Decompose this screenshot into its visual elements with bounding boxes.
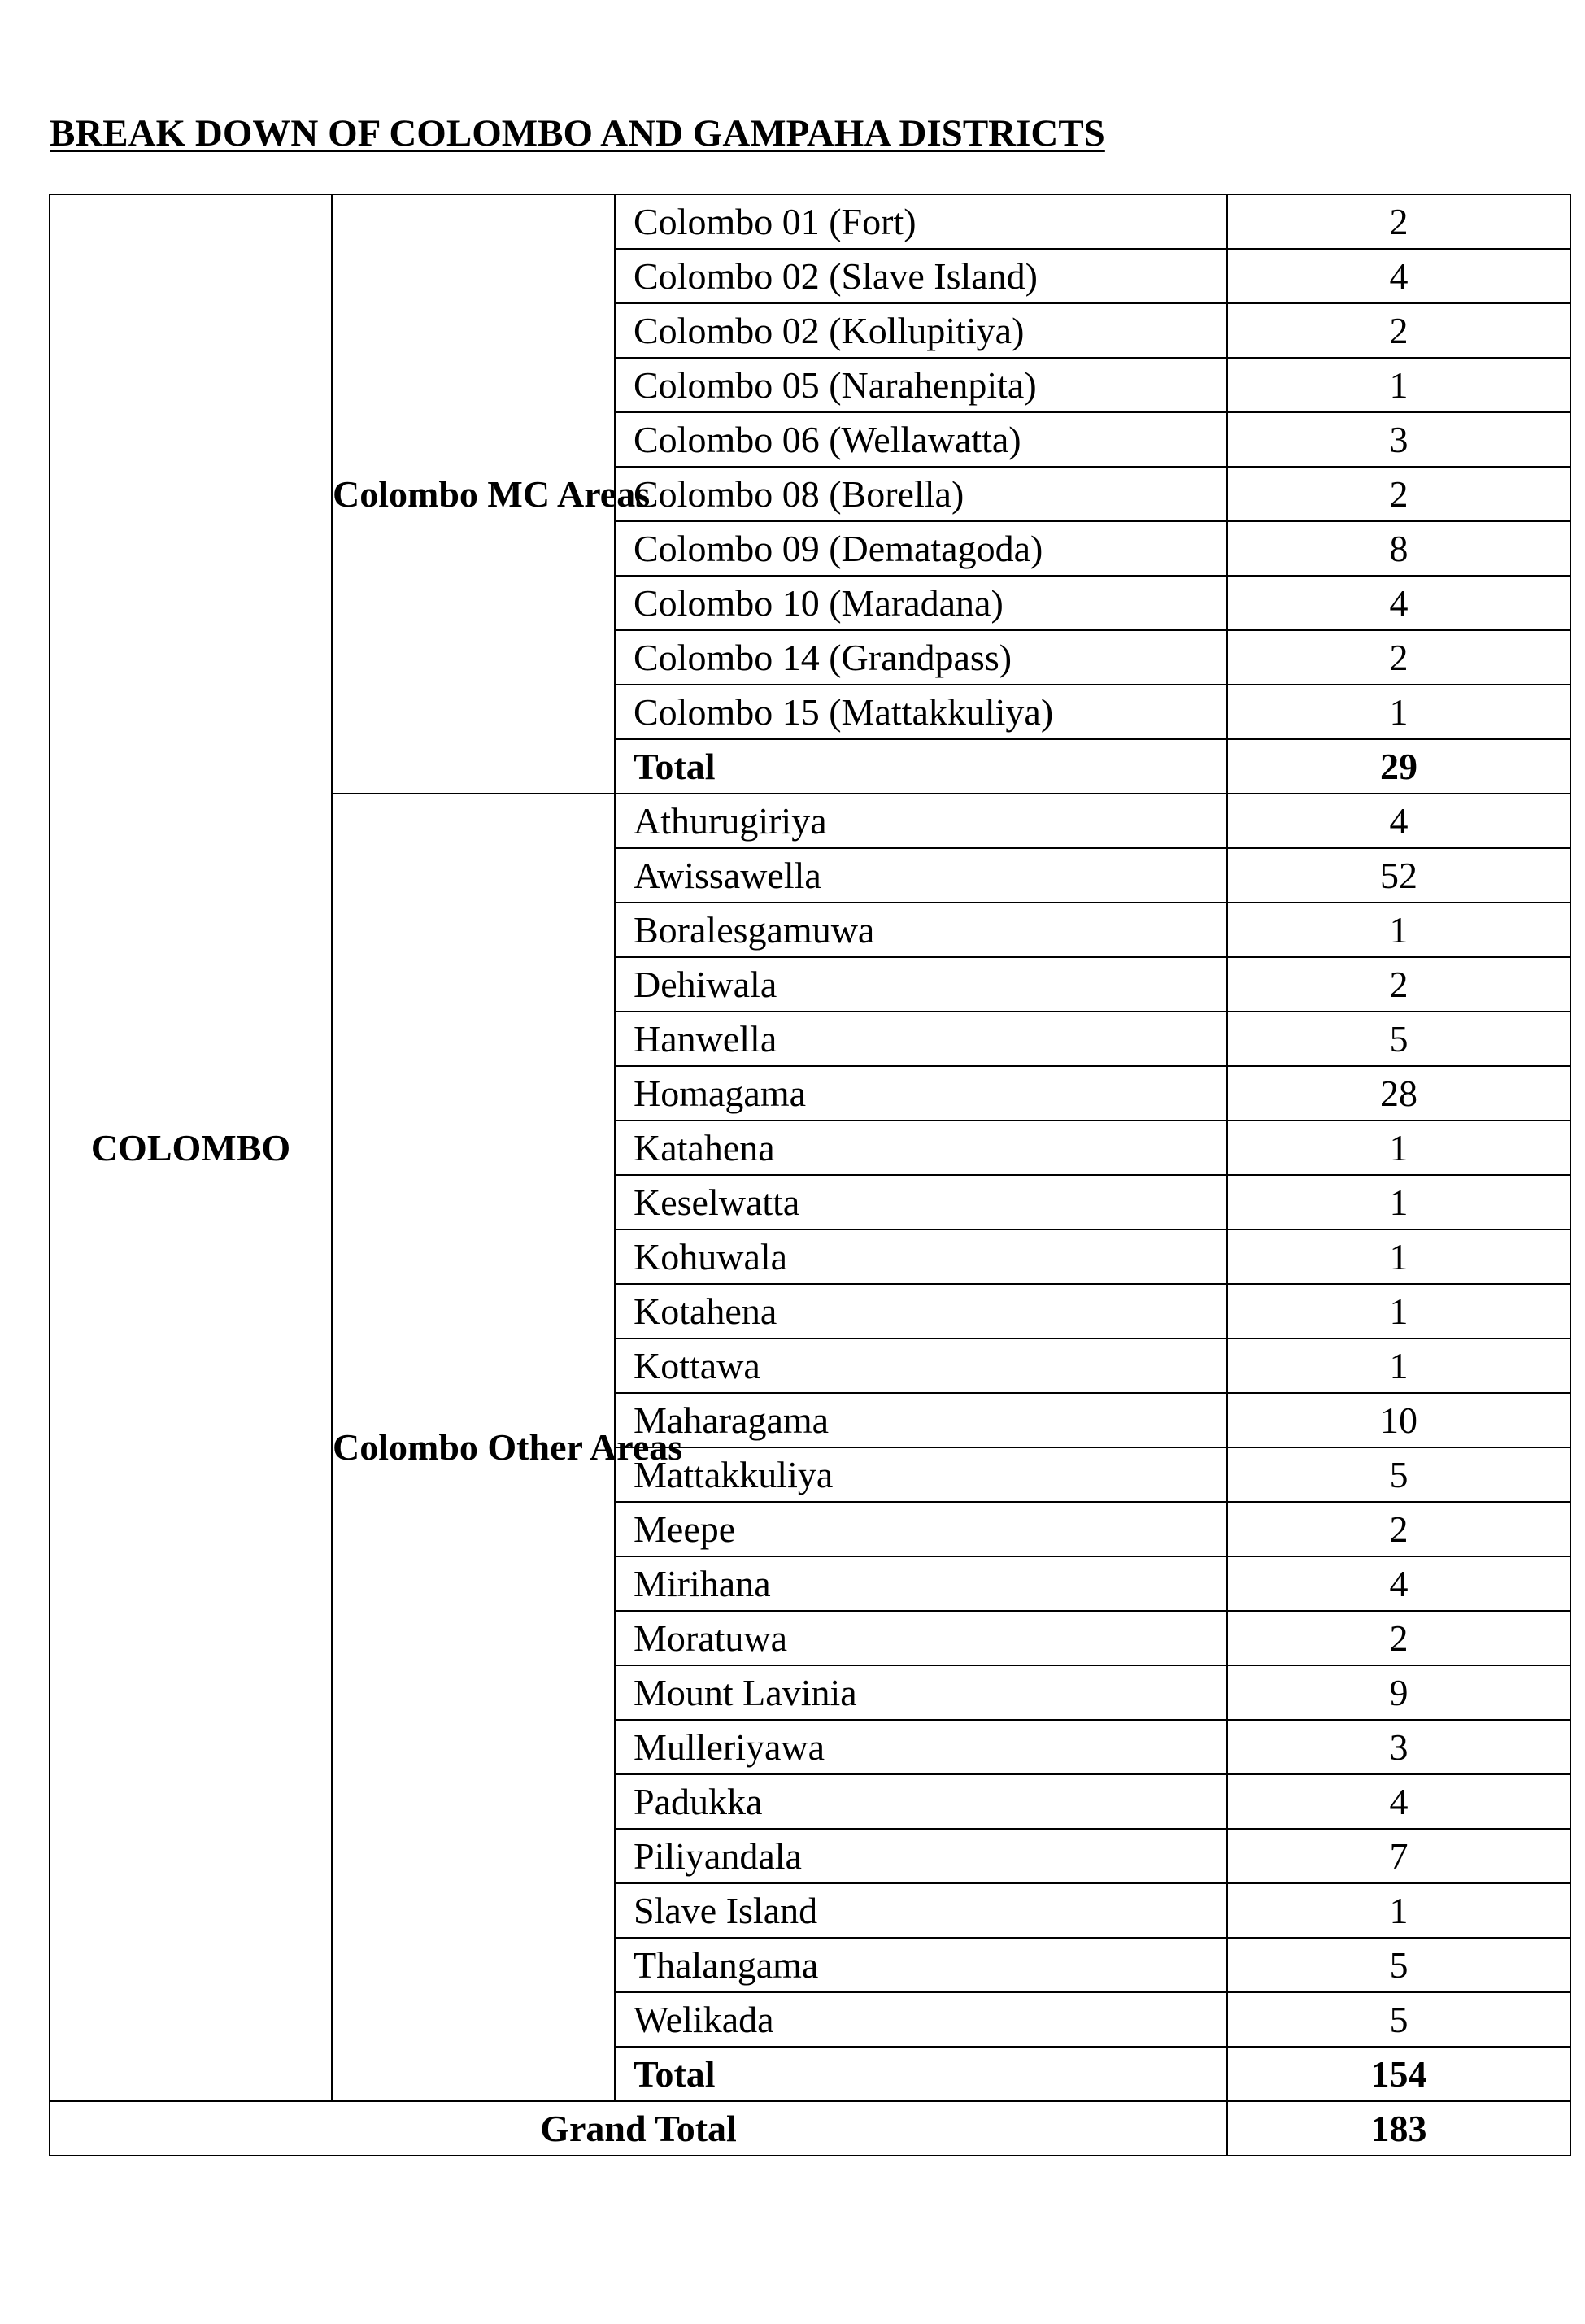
location-count: 5 <box>1227 1938 1570 1992</box>
location-count: 3 <box>1227 1720 1570 1774</box>
location-count: 1 <box>1227 1338 1570 1393</box>
subtotal-value: 29 <box>1227 739 1570 794</box>
location-name: Maharagama <box>615 1393 1227 1447</box>
location-name: Colombo 10 (Maradana) <box>615 576 1227 630</box>
location-name: Colombo 06 (Wellawatta) <box>615 412 1227 467</box>
location-count: 52 <box>1227 848 1570 903</box>
location-name: Athurugiriya <box>615 794 1227 848</box>
location-count: 2 <box>1227 1611 1570 1665</box>
location-count: 2 <box>1227 467 1570 521</box>
location-count: 1 <box>1227 1175 1570 1229</box>
location-name: Katahena <box>615 1121 1227 1175</box>
location-name: Kottawa <box>615 1338 1227 1393</box>
location-count: 5 <box>1227 1012 1570 1066</box>
area-group-label: Colombo Other Areas <box>332 794 615 2101</box>
location-count: 2 <box>1227 957 1570 1012</box>
grand-total-row <box>50 2101 1570 2156</box>
location-count: 5 <box>1227 1992 1570 2047</box>
location-count: 2 <box>1227 194 1570 249</box>
location-count: 3 <box>1227 412 1570 467</box>
location-name: Thalangama <box>615 1938 1227 1992</box>
location-name: Colombo 05 (Narahenpita) <box>615 358 1227 412</box>
location-count: 4 <box>1227 1774 1570 1829</box>
location-name: Awissawella <box>615 848 1227 903</box>
location-name: Meepe <box>615 1502 1227 1556</box>
subtotal-value: 154 <box>1227 2047 1570 2101</box>
area-group-label: Colombo MC Areas <box>332 194 615 794</box>
location-name: Keselwatta <box>615 1175 1227 1229</box>
location-count: 9 <box>1227 1665 1570 1720</box>
location-name: Kotahena <box>615 1284 1227 1338</box>
location-name: Colombo 15 (Mattakkuliya) <box>615 685 1227 739</box>
location-name: Kohuwala <box>615 1229 1227 1284</box>
location-name: Boralesgamuwa <box>615 903 1227 957</box>
location-count: 1 <box>1227 1121 1570 1175</box>
location-name: Mount Lavinia <box>615 1665 1227 1720</box>
location-count: 1 <box>1227 358 1570 412</box>
location-count: 8 <box>1227 521 1570 576</box>
location-name: Mulleriyawa <box>615 1720 1227 1774</box>
subtotal-label: Total <box>615 2047 1227 2101</box>
location-count: 4 <box>1227 249 1570 303</box>
location-name: Slave Island <box>615 1883 1227 1938</box>
location-name: Colombo 14 (Grandpass) <box>615 630 1227 685</box>
location-name: Moratuwa <box>615 1611 1227 1665</box>
table-body <box>50 194 1570 2156</box>
location-count: 1 <box>1227 1229 1570 1284</box>
location-count: 1 <box>1227 1284 1570 1338</box>
page-title: BREAK DOWN OF COLOMBO AND GAMPAHA DISTRICTS <box>50 112 1105 154</box>
location-name: Colombo 02 (Slave Island) <box>615 249 1227 303</box>
district-label: COLOMBO <box>50 194 332 2101</box>
location-name: Hanwella <box>615 1012 1227 1066</box>
location-count: 4 <box>1227 576 1570 630</box>
location-count: 4 <box>1227 1556 1570 1611</box>
location-name: Mattakkuliya <box>615 1447 1227 1502</box>
location-name: Mirihana <box>615 1556 1227 1611</box>
location-count: 2 <box>1227 1502 1570 1556</box>
location-count: 1 <box>1227 685 1570 739</box>
location-count: 2 <box>1227 303 1570 358</box>
location-count: 1 <box>1227 903 1570 957</box>
location-count: 10 <box>1227 1393 1570 1447</box>
location-name: Dehiwala <box>615 957 1227 1012</box>
subtotal-label: Total <box>615 739 1227 794</box>
location-count: 2 <box>1227 630 1570 685</box>
location-count: 7 <box>1227 1829 1570 1883</box>
grand-total-label: Grand Total <box>50 2101 1227 2156</box>
location-name: Homagama <box>615 1066 1227 1121</box>
table-row <box>50 194 1570 249</box>
location-name: Colombo 09 (Dematagoda) <box>615 521 1227 576</box>
location-name: Colombo 08 (Borella) <box>615 467 1227 521</box>
location-count: 5 <box>1227 1447 1570 1502</box>
location-name: Colombo 02 (Kollupitiya) <box>615 303 1227 358</box>
district-breakdown-table <box>49 194 1571 2156</box>
location-name: Padukka <box>615 1774 1227 1829</box>
grand-total-value: 183 <box>1227 2101 1570 2156</box>
location-count: 4 <box>1227 794 1570 848</box>
location-name: Piliyandala <box>615 1829 1227 1883</box>
location-name: Welikada <box>615 1992 1227 2047</box>
location-count: 28 <box>1227 1066 1570 1121</box>
location-count: 1 <box>1227 1883 1570 1938</box>
location-name: Colombo 01 (Fort) <box>615 194 1227 249</box>
